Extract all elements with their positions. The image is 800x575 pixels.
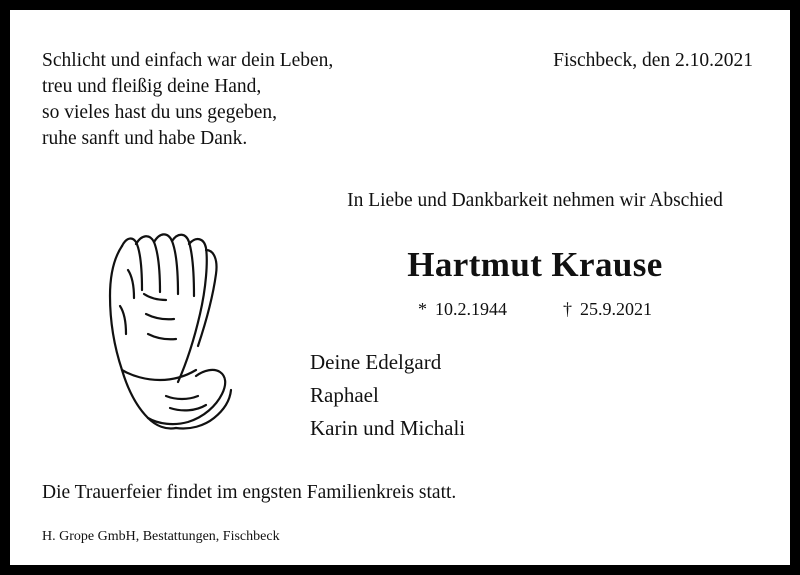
life-dates (300, 296, 770, 322)
place-and-date: Fischbeck, den 2.10.2021 (553, 50, 753, 71)
funeral-note: Die Trauerfeier findet im engsten Familienkreis statt. (42, 482, 457, 503)
survivors-block (310, 346, 465, 445)
birth-date: 10.2.1944 (435, 299, 507, 319)
death-date: 25.9.2021 (580, 299, 652, 319)
poem-block (42, 48, 333, 152)
poem-line-2: treu und fleißig deine Hand, (42, 76, 262, 97)
obituary-card (10, 10, 790, 565)
death-symbol: † (563, 299, 572, 319)
dedication-text: In Liebe und Dankbarkeit nehmen wir Abschied (347, 190, 723, 211)
undertaker-credit: H. Grope GmbH, Bestattungen, Fischbeck (42, 529, 280, 544)
survivor-line-1: Deine Edelgard (310, 350, 442, 374)
poem-line-1: Schlicht und einfach war dein Leben, (42, 50, 334, 71)
praying-hands-icon (70, 210, 260, 450)
deceased-name: Hartmut Krause (407, 245, 663, 284)
birth-symbol: * (418, 299, 427, 319)
poem-line-4: ruhe sanft und habe Dank. (42, 128, 248, 149)
survivor-line-2: Raphael (310, 383, 379, 407)
poem-line-3: so vieles hast du uns gegeben, (42, 102, 278, 123)
survivor-line-3: Karin und Michali (310, 416, 466, 440)
